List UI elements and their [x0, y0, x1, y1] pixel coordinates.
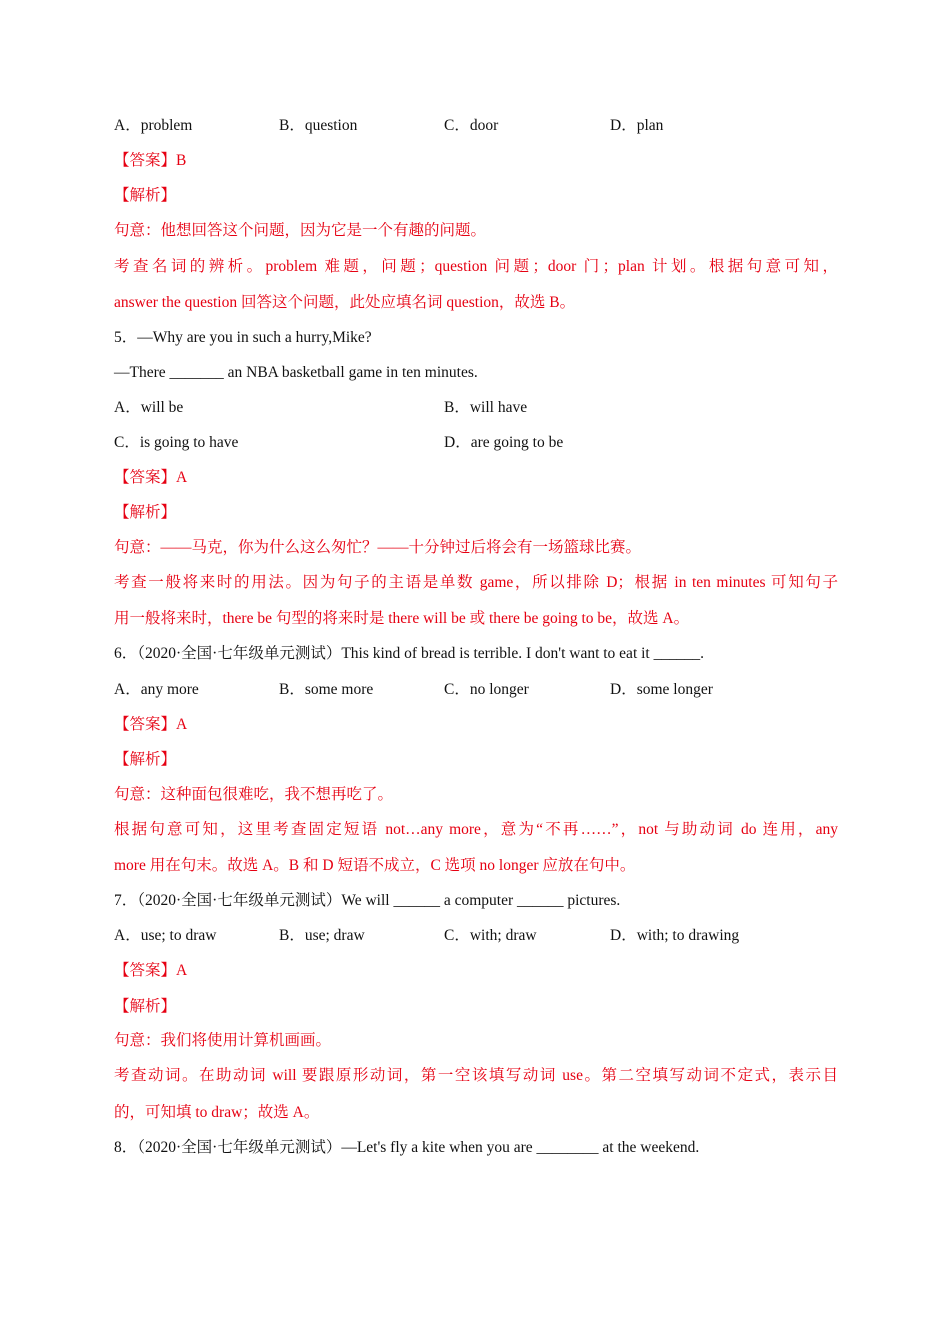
q5-explain-line-2: 用一般将来时，there be 句型的将来时是 there will be 或 there be going to be，故选 A。 — [114, 610, 690, 627]
q6-explain-line-1: 根据句意可知，这里考查固定短语 not…any more，意为“不再……”，not 与助动词 do 连用，any — [114, 821, 838, 838]
q6-analysis-label: 【解析】 — [114, 751, 177, 768]
q6-answer: 【答案】A — [114, 716, 188, 733]
q7-analysis-label: 【解析】 — [114, 998, 177, 1015]
q7-meaning: 句意：我们将使用计算机画画。 — [114, 1032, 332, 1049]
q6-option-d: D．some longer — [610, 681, 713, 698]
q7-stem: 7．（2020·全国·七年级单元测试）We will ______ a computer ______ pictures. — [114, 892, 621, 909]
q7-option-d: D．with; to drawing — [610, 927, 740, 944]
q7-option-b: B．use; draw — [279, 927, 365, 944]
q4-option-d: D．plan — [610, 117, 664, 134]
q4-explain-line-1: 考查名词的辨析。problem 难题，问题；question 问题；door 门；plan 计划。根据句意可知， — [114, 258, 838, 275]
q4-analysis-label: 【解析】 — [114, 187, 177, 204]
q5-option-a: A．will be — [114, 399, 184, 416]
q7-explain-line-2: 的，可知填 to draw；故选 A。 — [114, 1104, 320, 1121]
q5-meaning: 句意：——马克，你为什么这么匆忙？——十分钟过后将会有一场篮球比赛。 — [114, 539, 642, 556]
q5-answer: 【答案】A — [114, 469, 188, 486]
q5-option-b: B．will have — [444, 399, 528, 416]
q7-explain-line-1: 考查动词。在助动词 will 要跟原形动词，第一空该填写动词 use。第二空填写动词不定式，表示目 — [114, 1067, 838, 1084]
q6-option-b: B．some more — [279, 681, 374, 698]
q4-option-a: A．problem — [114, 117, 193, 134]
q5-explain-line-1: 考查一般将来时的用法。因为句子的主语是单数 game，所以排除 D；根据 in ten minutes 可知句子 — [114, 574, 838, 591]
q8-stem: 8．（2020·全国·七年级单元测试）—Let's fly a kite when you are ________ at the weekend. — [114, 1139, 700, 1156]
q4-option-b: B．question — [279, 117, 358, 134]
q6-option-a: A．any more — [114, 681, 199, 698]
q5-stem-line-2: —There _______ an NBA basketball game in ten minutes. — [114, 364, 478, 381]
q6-explain-line-2: more 用在句末。故选 A。B 和 D 短语不成立，C 选项 no longer 应放在句中。 — [114, 857, 636, 874]
q7-answer: 【答案】A — [114, 962, 188, 979]
q4-explain-line-2: answer the question 回答这个问题，此处应填名词 question，故选 B。 — [114, 294, 576, 311]
q4-meaning: 句意：他想回答这个问题，因为它是一个有趣的问题。 — [114, 222, 487, 239]
q7-option-a: A．use; to draw — [114, 927, 217, 944]
q4-option-c: C．door — [444, 117, 499, 134]
q5-stem-line-1: 5．—Why are you in such a hurry,Mike? — [114, 329, 372, 346]
q5-analysis-label: 【解析】 — [114, 504, 177, 521]
q4-answer: 【答案】B — [114, 152, 187, 169]
q5-option-c: C．is going to have — [114, 434, 239, 451]
q7-option-c: C．with; draw — [444, 927, 537, 944]
q5-option-d: D．are going to be — [444, 434, 564, 451]
q6-meaning: 句意：这种面包很难吃，我不想再吃了。 — [114, 786, 394, 803]
q6-stem: 6．（2020·全国·七年级单元测试）This kind of bread is terrible. I don't want to eat it ______. — [114, 645, 704, 662]
q6-option-c: C．no longer — [444, 681, 529, 698]
